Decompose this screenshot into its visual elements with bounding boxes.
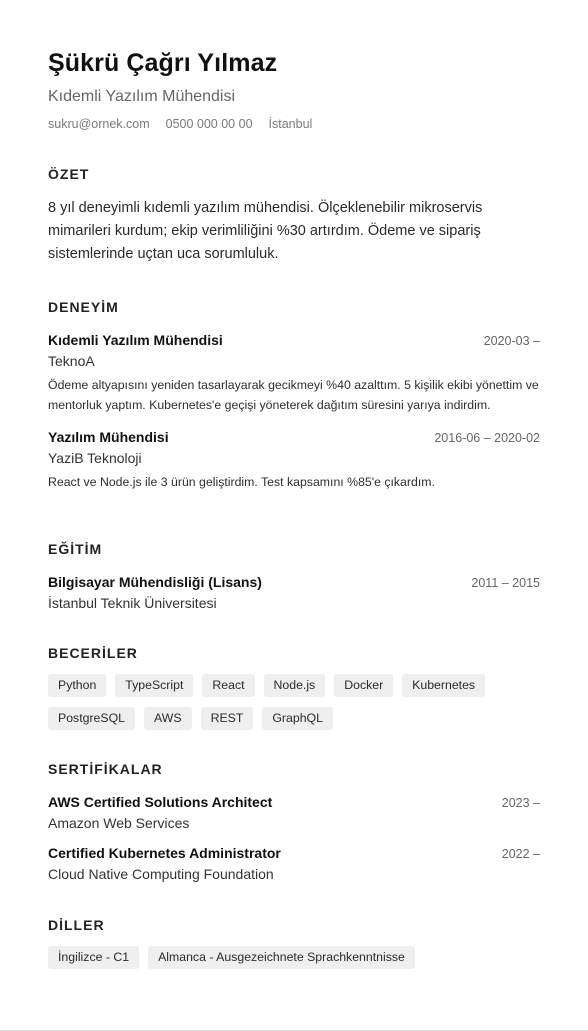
experience-date: 2016-06 – 2020-02 xyxy=(434,431,540,445)
skill-tag: AWS xyxy=(144,707,192,730)
experience-role: Yazılım Mühendisi xyxy=(48,429,169,445)
certification-date: 2022 – xyxy=(501,847,540,861)
experience-company: TeknoA xyxy=(48,353,95,369)
certification-issuer: Amazon Web Services xyxy=(48,815,190,831)
experience-company: YaziB Teknoloji xyxy=(48,450,142,466)
certifications-title: SERTİFİKALAR xyxy=(48,761,163,777)
languages-section xyxy=(48,916,540,969)
skill-tag: TypeScript xyxy=(115,674,193,697)
experience-section xyxy=(48,298,540,493)
certification-entry-head xyxy=(48,793,540,812)
skill-tag: REST xyxy=(201,707,254,730)
job-headline: Kıdemli Yazılım Mühendisi xyxy=(48,88,236,105)
skill-tag: Node.js xyxy=(264,674,326,697)
summary-section xyxy=(48,165,540,266)
skills-section xyxy=(48,644,540,730)
contact-location: İstanbul xyxy=(268,117,313,131)
contact-line xyxy=(48,116,540,132)
language-tag: İngilizce - C1 xyxy=(48,946,139,969)
education-degree: Bilgisayar Mühendisliği (Lisans) xyxy=(48,574,262,590)
skill-tag: Python xyxy=(48,674,106,697)
education-title: EĞİTİM xyxy=(48,541,103,557)
resume xyxy=(48,46,540,964)
skills-title: BECERİLER xyxy=(48,645,138,661)
experience-entry xyxy=(48,331,540,415)
experience-entry-head xyxy=(48,428,540,447)
skill-tag: GraphQL xyxy=(262,707,333,730)
certification-entry-head xyxy=(48,844,540,863)
certifications-section xyxy=(48,760,540,884)
experience-role: Kıdemli Yazılım Mühendisi xyxy=(48,332,223,348)
contact-phone: 0500 000 00 00 xyxy=(165,117,253,131)
education-entry xyxy=(48,573,540,613)
languages-list xyxy=(48,946,540,969)
skill-tag: Docker xyxy=(334,674,393,697)
certification-date: 2023 – xyxy=(501,796,540,810)
certification-entry xyxy=(48,793,540,833)
skill-tag: React xyxy=(202,674,254,697)
summary-title: ÖZET xyxy=(48,166,90,182)
certification-entry xyxy=(48,844,540,884)
summary-text: 8 yıl deneyimli kıdemli yazılım mühendisi. Ölçeklenebilir mikroservis mimarileri kurdum; ekip verimliliğini %30 artırdım. Ödeme ve sipariş sistemlerinde uçtan uca sorumluluk. xyxy=(48,200,483,262)
languages-title: DİLLER xyxy=(48,917,105,933)
experience-title: DENEYİM xyxy=(48,299,119,315)
education-date: 2011 – 2015 xyxy=(471,576,540,590)
experience-entry xyxy=(48,428,540,493)
skill-tag: Kubernetes xyxy=(402,674,485,697)
education-section xyxy=(48,540,540,613)
experience-entry-head xyxy=(48,331,540,350)
certification-name: AWS Certified Solutions Architect xyxy=(48,794,273,810)
language-tag: Almanca - Ausgezeichnete Sprachkenntnisse xyxy=(148,946,415,969)
certification-name: Certified Kubernetes Administrator xyxy=(48,845,281,861)
person-name: Şükrü Çağrı Yılmaz xyxy=(48,49,278,77)
certification-issuer: Cloud Native Computing Foundation xyxy=(48,866,274,882)
education-entry-head xyxy=(48,573,540,592)
experience-date: 2020-03 – xyxy=(483,334,540,348)
education-school: İstanbul Teknik Üniversitesi xyxy=(48,595,217,611)
experience-description: React ve Node.js ile 3 ürün geliştirdim. Test kapsamını %85'e çıkardım. xyxy=(48,475,435,489)
contact-email: sukru@ornek.com xyxy=(48,117,150,131)
skill-tag: PostgreSQL xyxy=(48,707,135,730)
skills-list xyxy=(48,674,540,730)
experience-description: Ödeme altyapısını yeniden tasarlayarak gecikmeyi %40 azalttım. 5 kişilik ekibi yönettim ve mentorluk yaptım. Kubernetes'e geçişi yöneterek dağıtım süresini yarıya indirdim. xyxy=(48,378,539,412)
